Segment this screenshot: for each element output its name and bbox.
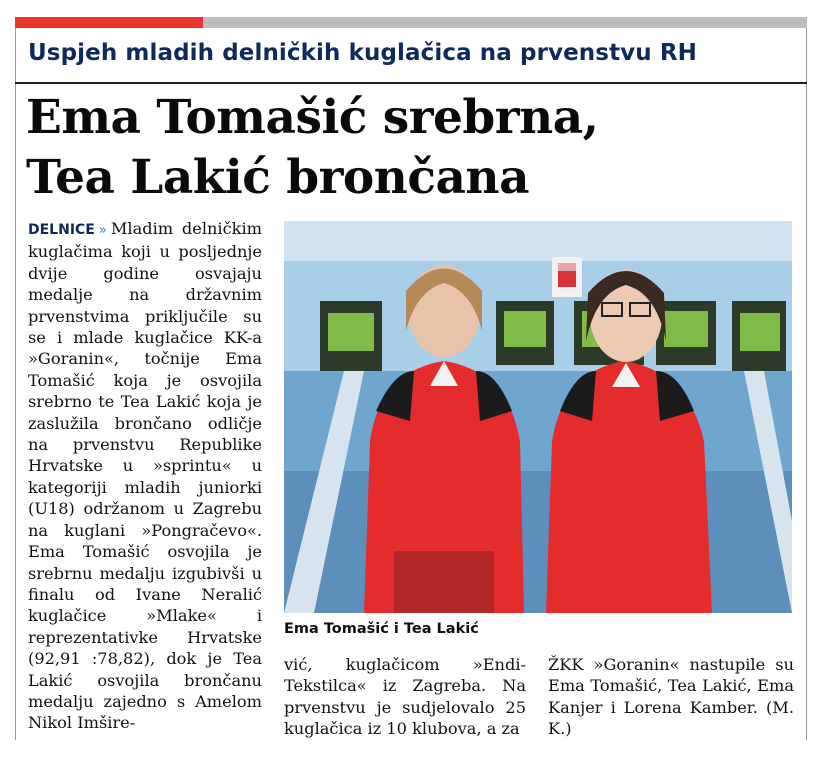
page-bottom-cut <box>15 740 807 758</box>
frame-border-right <box>806 28 807 740</box>
article-photo <box>284 221 792 613</box>
article-column-1 <box>28 218 262 734</box>
kicker-divider <box>15 82 807 84</box>
dateline-arrow-icon: » <box>98 223 107 238</box>
headline-line-2: Tea Lakić brončana <box>26 150 530 205</box>
article-column-2: vić, kuglačicom »Endi-Tekstilca« iz Zagreba. Na prvenstvu je sudjelovalo 25 kuglačica iz 10 klubova, a za <box>284 655 526 739</box>
column-1-text: Mladim delničkim kuglačima koji u posljednje dvije godine osvajaju medalje na državnim prvenstvima priključile su se i mlade kuglačice KK-a »Goranin«, točnije Ema Tomašić koja je osvojila srebrno te Tea Lakić koja je zaslužila brončano odličje na prvenstvu Republike Hrvatske u »sprintu« u kategoriji mladih juniorki (U18) održanom u Zagrebu na kuglani »Pongračevo«. Ema Tomašić osvojila je srebrnu medalju izgubivši u finalu od Ivane Neralić kuglačice »Mlake« i reprezentativke Hrvatske (92,91 :78,82), dok je Tea Lakić osvojila brončanu medalju zajedno s Amelom Nikol Imšire- <box>28 219 262 733</box>
headline-line-1: Ema Tomašić srebrna, <box>26 90 599 145</box>
kicker-subtitle: Uspjeh mladih delničkih kuglačica na prvenstvu RH <box>28 40 698 66</box>
article-column-3: ŽKK »Goranin« nastupile su Ema Tomašić, Tea Lakić, Ema Kanjer i Lorena Kamber. (M. K.) <box>548 655 794 739</box>
headline <box>26 88 796 208</box>
dateline: DELNICE <box>28 222 95 238</box>
bowling-alley-photo <box>284 221 792 613</box>
photo-caption: Ema Tomašić i Tea Lakić <box>284 621 479 637</box>
frame-border-left <box>15 28 16 740</box>
section-bar <box>203 17 807 28</box>
section-bar-accent <box>15 17 203 28</box>
